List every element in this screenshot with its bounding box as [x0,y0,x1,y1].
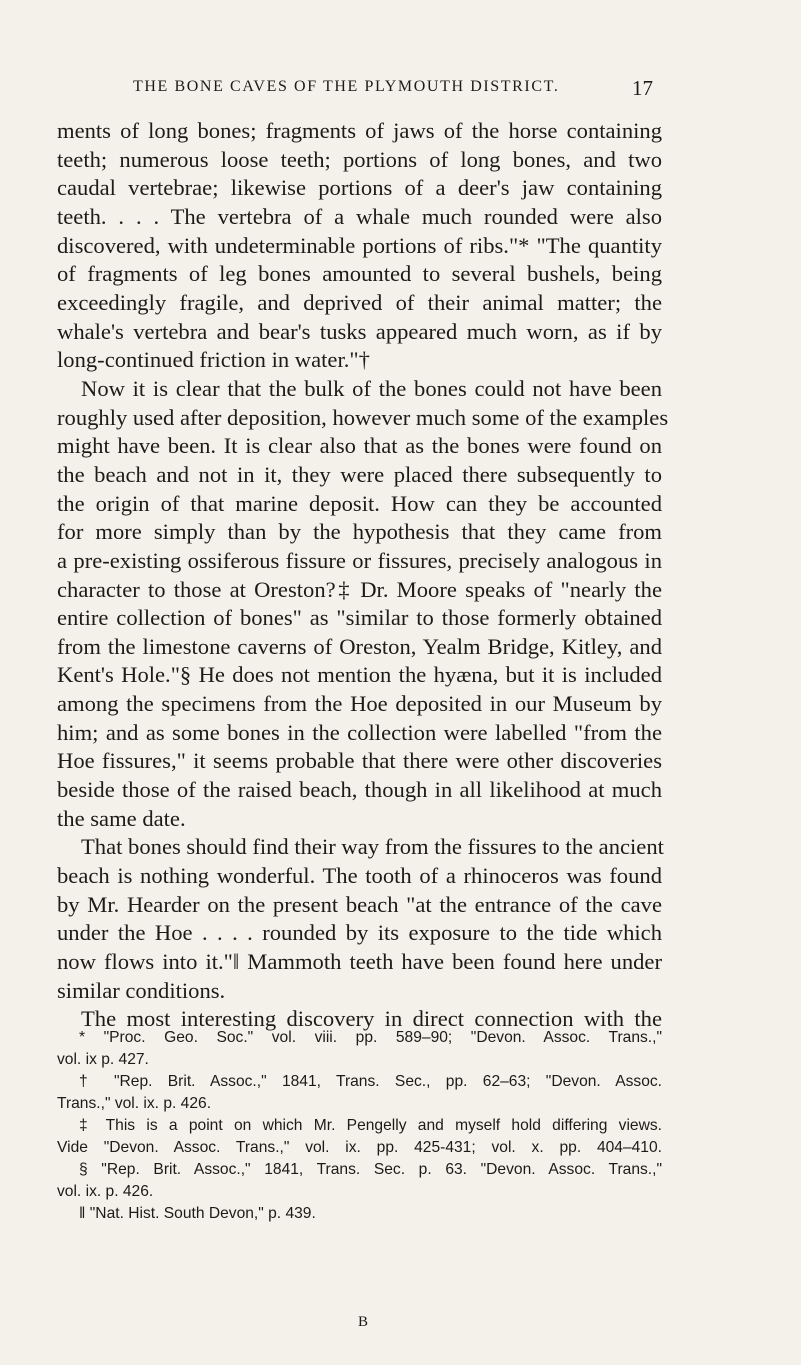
footnote-line: vol. ix. p. 426. [57,1183,154,1200]
text-line: Now it is clear that the bulk of the bones could not have been [81,375,662,401]
text-line: caudal vertebrae; likewise portions of a deer's jaw containing [57,175,662,201]
text-line: teeth; numerous loose teeth; portions of long bones, and two [57,146,662,172]
footnote-line: † "Rep. Brit. Assoc.," 1841, Trans. Sec., pp. 62–63; "Devon. Assoc. [79,1073,662,1090]
text-line: ments of long bones; fragments of jaws of the horse containing [57,118,662,143]
running-title: THE BONE CAVES OF THE PLYMOUTH DISTRICT. [133,78,560,95]
text-line: under the Hoe . . . . rounded by its exposure to the tide which [57,920,662,946]
footnote-line: ‖ "Nat. Hist. South Devon," p. 439. [79,1205,316,1222]
text-line: now flows into it."‖ Mammoth teeth have been found here under [57,949,662,975]
text-line: entire collection of bones" as "similar to those formerly obtained [57,605,662,631]
footnote-line: vol. ix p. 427. [57,1051,149,1068]
text-line: character to those at Oreston?‡ Dr. Moore speaks of "nearly the [57,576,662,602]
text-line: from the limestone caverns of Oreston, Yealm Bridge, Kitley, and [57,633,662,659]
text-line: by Mr. Hearder on the present beach "at the entrance of the cave [57,891,662,917]
page-header [0,76,801,106]
text-line: discovered, with undeterminable portions of ribs."* "The quantity [57,232,662,258]
text-line: That bones should find their way from the fissures to the ancient [81,834,664,860]
footnote-line: § "Rep. Brit. Assoc.," 1841, Trans. Sec. p. 63. "Devon. Assoc. Trans.," [79,1161,662,1178]
text-line: whale's vertebra and bear's tusks appeared much worn, as if by [57,318,662,344]
text-line: beside those of the raised beach, though in all likelihood at much [57,777,662,803]
text-line: among the specimens from the Hoe deposited in our Museum by [57,691,662,717]
text-line: Hoe fissures," it seems probable that there were other discoveries [57,748,662,774]
signature-mark: B [358,1314,369,1330]
footnote-line: Trans.," vol. ix. p. 426. [57,1095,212,1112]
footnote-line: Vide "Devon. Assoc. Trans.," vol. ix. pp. 425-431; vol. x. pp. 404–410. [57,1139,662,1156]
text-line: similar conditions. [57,977,226,1003]
text-line: the origin of that marine deposit. How can they be accounted [57,490,662,516]
text-line: Kent's Hole."§ He does not mention the hyæna, but it is included [57,662,662,688]
text-line: long-continued friction in water."† [57,347,370,373]
text-line: beach is nothing wonderful. The tooth of a rhinoceros was found [57,863,662,889]
text-line: for more simply than by the hypothesis that they came from [57,519,662,545]
text-line: of fragments of leg bones amounted to several bushels, being [57,261,662,287]
text-line: teeth. . . . The vertebra of a whale much rounded were also [57,203,662,229]
body-text [57,117,669,1034]
text-line: a pre-existing ossiferous fissure or fissures, precisely analogous in [57,547,662,573]
text-line: exceedingly fragile, and deprived of their animal matter; the [57,289,662,315]
text-line: him; and as some bones in the collection were labelled "from the [57,719,662,745]
footnote-line: * "Proc. Geo. Soc." vol. viii. pp. 589–90; "Devon. Assoc. Trans.," [79,1029,662,1046]
page-number: 17 [632,76,653,100]
footnotes [57,1027,662,1225]
footnote-line: ‡ This is a point on which Mr. Pengelly and myself hold differing views. [79,1117,662,1134]
text-line: might have been. It is clear also that as the bones were found on [57,433,662,459]
text-line: roughly used after deposition, however much some of the examples [57,404,669,430]
text-line: The most interesting discovery in direct connection with the [81,1006,662,1032]
text-line: the beach and not in it, they were placed there subsequently to [57,461,662,487]
text-line: the same date. [57,805,186,831]
